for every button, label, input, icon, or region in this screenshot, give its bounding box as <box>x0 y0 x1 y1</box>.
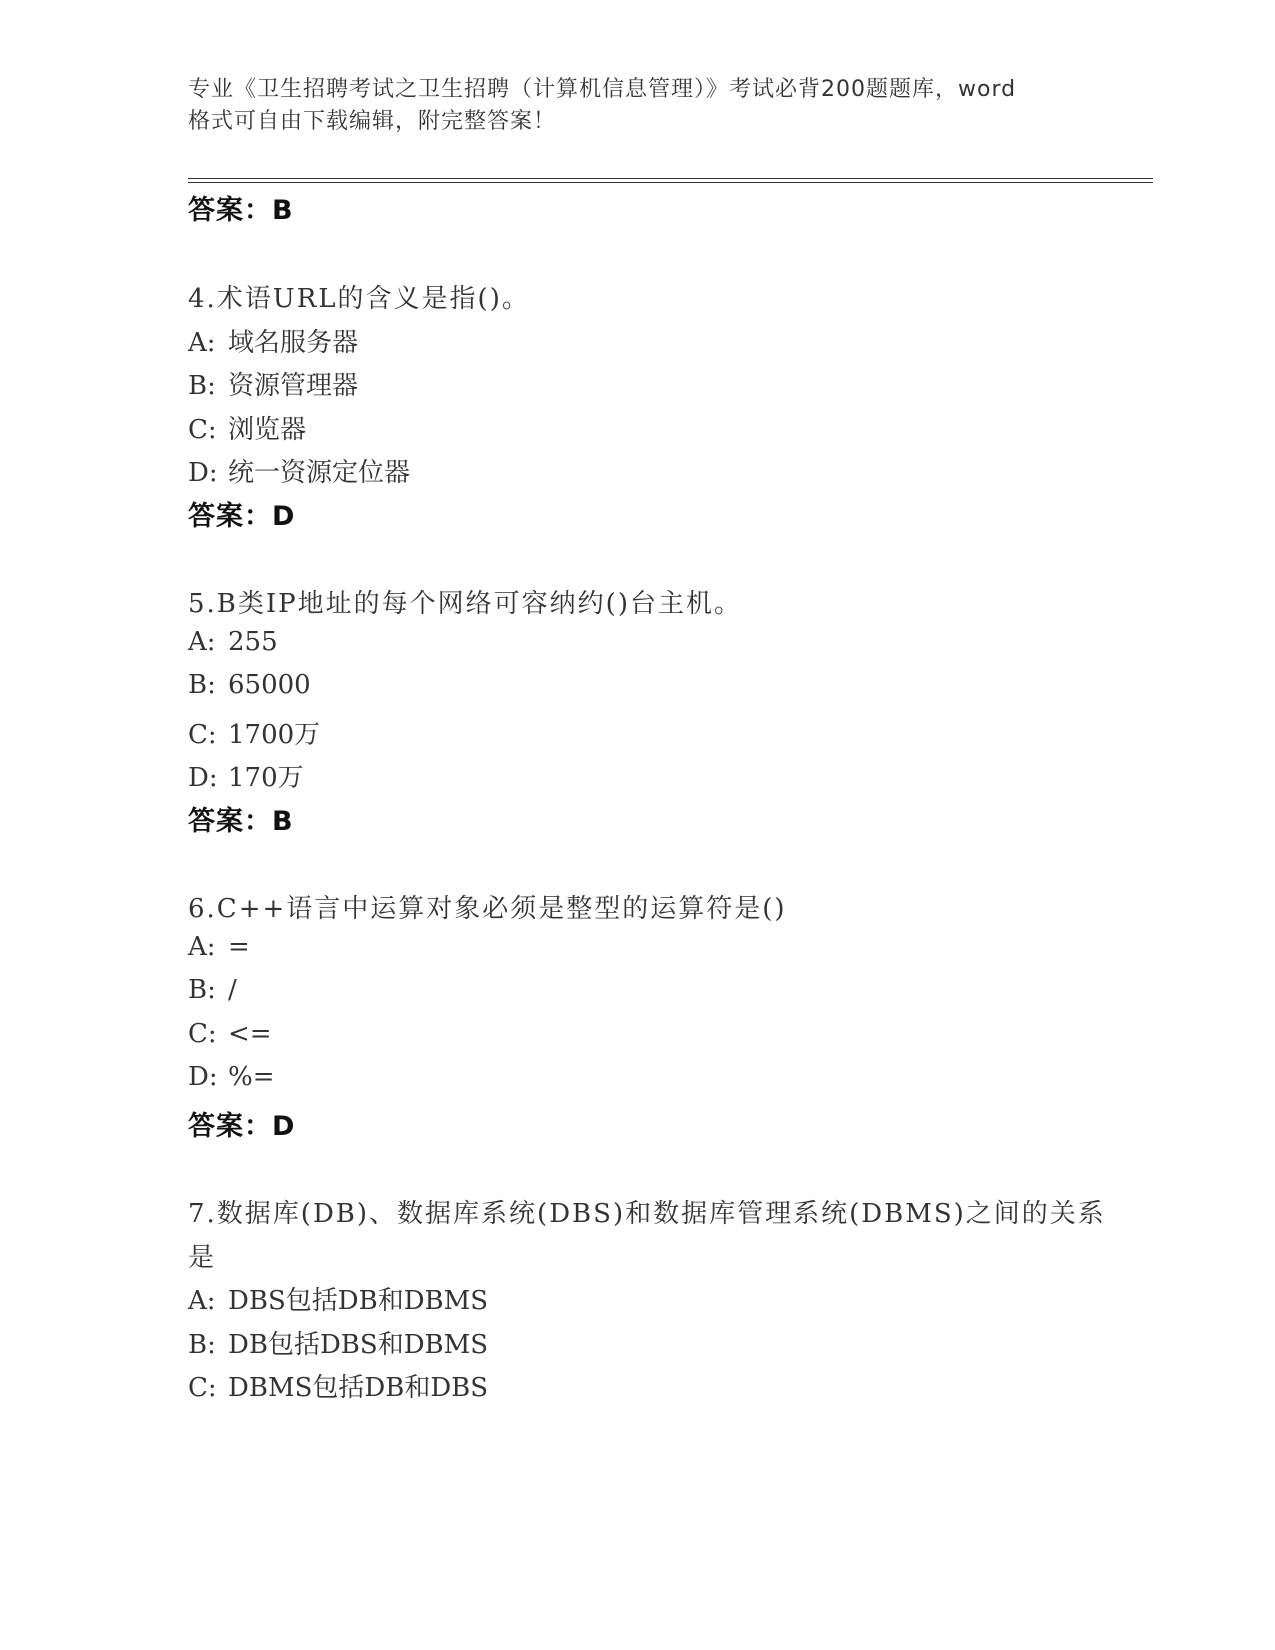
option-key: D: <box>188 458 218 488</box>
option-key: B: <box>188 1330 216 1360</box>
option-key: A: <box>188 932 216 962</box>
question-7-option-c <box>188 1367 488 1404</box>
question-4-option-a <box>188 322 358 359</box>
question-4-answer: 答案：D <box>188 501 296 532</box>
option-key: B: <box>188 371 216 401</box>
header-divider-bottom <box>188 182 1153 183</box>
question-6-option-d <box>188 1062 275 1092</box>
answer-label: 答案：B <box>188 195 294 226</box>
option-key: D: <box>188 763 218 793</box>
option-text: 170万 <box>228 763 304 793</box>
option-text: / <box>228 975 237 1005</box>
question-5-option-d <box>188 757 304 794</box>
option-key: D: <box>188 1062 218 1092</box>
option-key: C: <box>188 1373 217 1403</box>
question-5-option-b <box>188 670 311 700</box>
question-4-option-d <box>188 452 410 489</box>
question-4-option-c <box>188 409 306 446</box>
option-text: %= <box>228 1062 275 1092</box>
header-line-2: 格式可自由下载编辑，附完整答案！ <box>188 109 557 134</box>
option-key: B: <box>188 670 216 700</box>
option-key: C: <box>188 720 217 750</box>
question-5-stem: 5.B类IP地址的每个网络可容纳约()台主机。 <box>188 589 742 619</box>
question-5-option-c <box>188 714 320 751</box>
option-text: DB包括DBS和DBMS <box>228 1330 489 1360</box>
question-7-stem-line-2: 是 <box>188 1243 217 1273</box>
option-text: DBMS包括DB和DBS <box>228 1373 489 1403</box>
option-text: 255 <box>228 627 278 657</box>
option-text: 65000 <box>228 670 311 700</box>
question-7-stem-line-1: 7.数据库(DB)、数据库系统(DBS)和数据库管理系统(DBMS)之间的关系 <box>188 1199 1106 1229</box>
option-key: B: <box>188 975 216 1005</box>
option-key: A: <box>188 328 216 358</box>
question-5-option-a <box>188 627 278 657</box>
header-divider-top <box>188 178 1153 179</box>
option-text: <= <box>228 1019 272 1049</box>
question-6-option-b <box>188 975 237 1005</box>
option-text: = <box>228 932 250 962</box>
question-6-option-c <box>188 1019 272 1049</box>
option-text: 域名服务器 <box>228 328 359 358</box>
option-key: C: <box>188 1019 217 1049</box>
option-text: 浏览器 <box>228 415 307 445</box>
option-text: 资源管理器 <box>228 371 359 401</box>
question-7-option-b <box>188 1324 488 1361</box>
document-header <box>188 74 1088 138</box>
question-7-option-a <box>188 1280 488 1317</box>
question-6-answer: 答案：D <box>188 1111 296 1142</box>
option-text: 1700万 <box>228 720 321 750</box>
option-text: DBS包括DB和DBMS <box>228 1286 489 1316</box>
question-6-stem: 6.C++语言中运算对象必须是整型的运算符是() <box>188 894 787 924</box>
question-6-option-a <box>188 932 250 962</box>
option-key: A: <box>188 1286 216 1316</box>
header-line-1: 专业《卫生招聘考试之卫生招聘（计算机信息管理）》考试必背200题题库，word <box>188 77 1017 102</box>
option-key: C: <box>188 415 217 445</box>
question-4-stem: 4.术语URL的含义是指()。 <box>188 284 530 314</box>
question-4-option-b <box>188 365 358 402</box>
option-text: 统一资源定位器 <box>228 458 411 488</box>
option-key: A: <box>188 627 216 657</box>
question-5-answer: 答案：B <box>188 806 294 837</box>
